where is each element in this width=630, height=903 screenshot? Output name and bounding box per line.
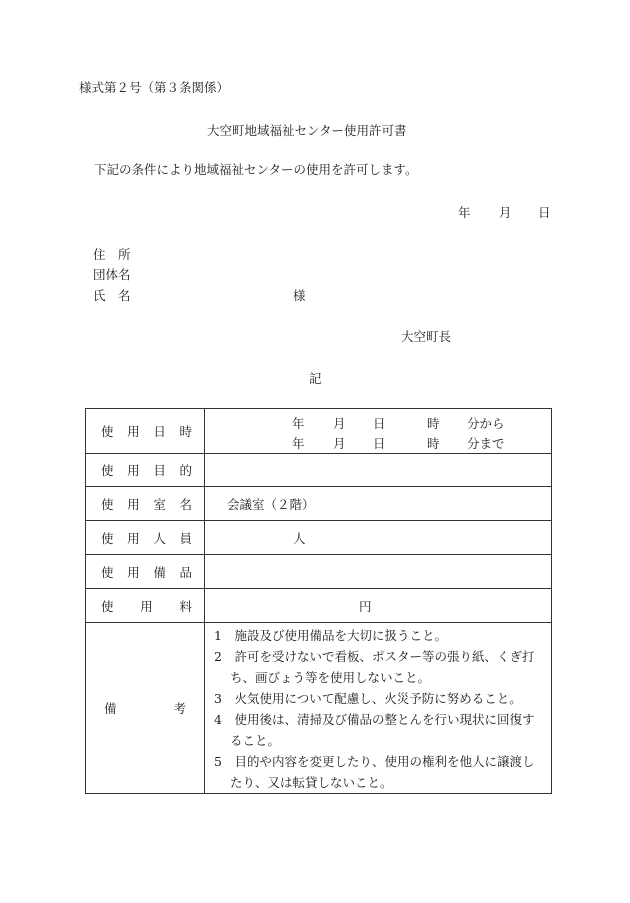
label-char: 使 xyxy=(101,496,114,512)
equipment-value xyxy=(205,555,552,589)
label-char: 用 xyxy=(127,463,140,478)
label-char: 時 xyxy=(179,424,192,439)
label-char: 日 xyxy=(153,424,166,439)
datetime-from-line xyxy=(205,411,551,431)
row-notes xyxy=(86,623,552,794)
permit-table xyxy=(85,408,552,794)
label-char: 用 xyxy=(127,496,140,512)
note-item: 1 施設及び使用備品を大切に扱うこと。 xyxy=(214,628,447,643)
label-char: 使 xyxy=(101,424,114,439)
datetime-label xyxy=(86,409,205,454)
room-label xyxy=(86,487,205,521)
to-month: 月 xyxy=(333,436,346,451)
row-people xyxy=(86,521,552,555)
to-minute: 分まで xyxy=(467,436,505,451)
form-number: 様式第２号（第３条関係） xyxy=(79,80,230,95)
label-char: 使 xyxy=(101,463,114,478)
label-char: 用 xyxy=(127,530,140,546)
label-char: 名 xyxy=(179,496,192,512)
from-month: 月 xyxy=(333,416,346,431)
label-char: 備 xyxy=(153,564,166,580)
to-hour: 時 xyxy=(427,436,440,451)
ki-mark: 記 xyxy=(309,371,322,386)
document-title: 大空町地域福祉センター使用許可書 xyxy=(207,123,407,138)
name-label: 氏 名 xyxy=(93,288,131,303)
fee-label xyxy=(86,589,205,623)
datetime-value xyxy=(205,409,552,454)
equipment-label xyxy=(86,555,205,589)
label-char: 的 xyxy=(179,463,192,478)
label-char: 備 xyxy=(104,701,117,716)
label-char: 使 xyxy=(101,530,114,546)
label-char: 用 xyxy=(127,564,140,580)
label-char: 使 xyxy=(101,564,114,580)
from-hour: 時 xyxy=(427,416,440,431)
purpose-label xyxy=(86,454,205,487)
note-item: 3 火気使用について配慮し、火災予防に努めること。 xyxy=(214,691,522,706)
from-day: 日 xyxy=(373,416,386,431)
label-char: 品 xyxy=(179,564,192,580)
honorific: 様 xyxy=(293,288,306,303)
notes-value xyxy=(205,623,552,794)
label-char: 用 xyxy=(127,424,140,439)
row-room xyxy=(86,487,552,521)
label-char: 考 xyxy=(173,701,186,716)
note-item: 4 使用後は、清掃及び備品の整とんを行い現状に回復すること。 xyxy=(214,712,535,748)
group-label: 団体名 xyxy=(93,267,131,282)
room-name: 会議室（２階） xyxy=(227,496,315,512)
people-label xyxy=(86,521,205,555)
room-value xyxy=(205,487,552,521)
note-item: 5 目的や内容を変更したり、使用の権利を他人に譲渡したり、又は転貸しないこと。 xyxy=(214,754,535,790)
date-month: 月 xyxy=(499,205,512,220)
row-equipment xyxy=(86,555,552,589)
date-day: 日 xyxy=(538,205,551,220)
label-char: 用 xyxy=(140,598,153,614)
from-minute: 分から xyxy=(467,416,505,431)
to-day: 日 xyxy=(373,436,386,451)
notes-label xyxy=(86,623,205,794)
people-unit: 人 xyxy=(293,530,306,546)
datetime-to-line xyxy=(205,431,551,451)
people-value xyxy=(205,521,552,555)
label-char: 使 xyxy=(101,598,114,614)
notes-list xyxy=(205,623,551,793)
note-item: 2 許可を受けないで看板、ポスター等の張り紙、くぎ打ち、画びょう等を使用しないこと。 xyxy=(214,649,535,685)
label-char: 料 xyxy=(179,598,192,614)
fee-unit: 円 xyxy=(359,598,372,614)
intro-text: 下記の条件により地域福祉センターの使用を許可します。 xyxy=(94,162,418,177)
label-char: 人 xyxy=(153,530,166,546)
date-year: 年 xyxy=(458,205,471,220)
address-label: 住 所 xyxy=(93,247,131,262)
row-fee xyxy=(86,589,552,623)
issuer: 大空町長 xyxy=(401,329,452,344)
label-char: 室 xyxy=(153,496,166,512)
purpose-value xyxy=(205,454,552,487)
from-year: 年 xyxy=(292,416,305,431)
row-purpose xyxy=(86,454,552,487)
row-datetime xyxy=(86,409,552,454)
label-char: 目 xyxy=(153,463,166,478)
to-year: 年 xyxy=(292,436,305,451)
fee-value xyxy=(205,589,552,623)
label-char: 員 xyxy=(179,530,192,546)
